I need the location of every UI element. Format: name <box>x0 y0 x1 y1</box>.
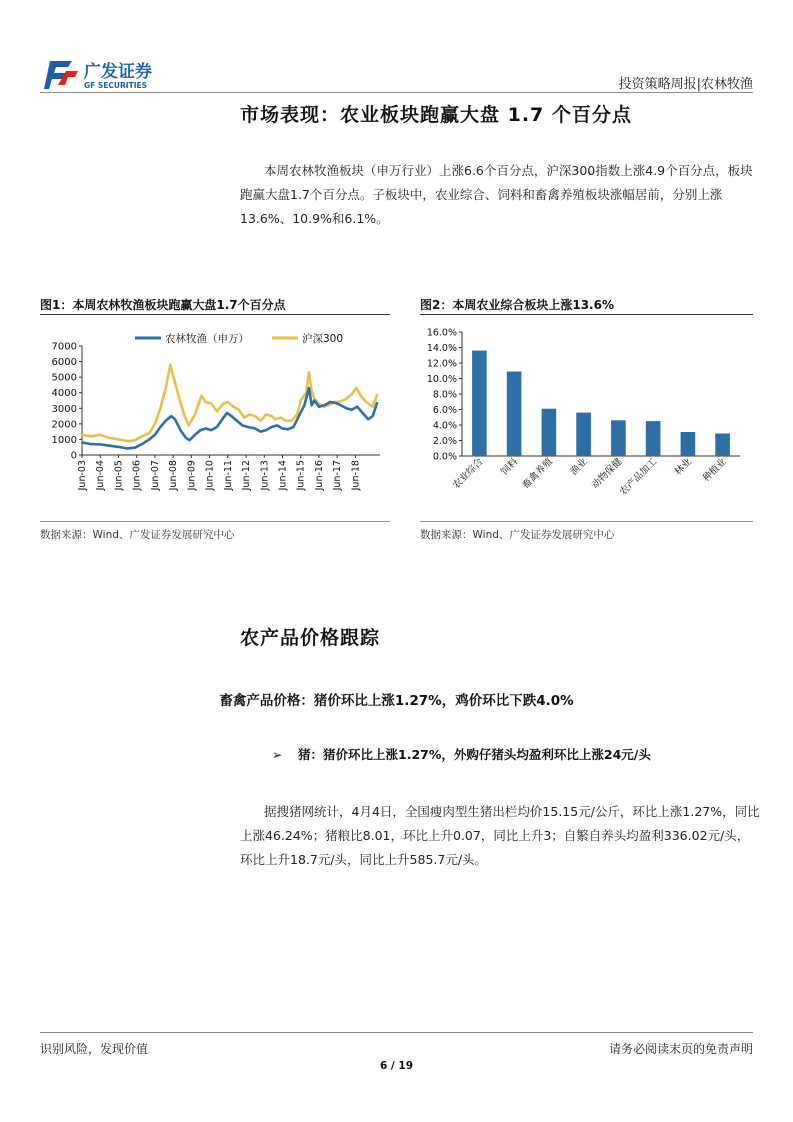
section-title-prices: 农产品价格跟踪 <box>240 627 381 649</box>
bar-农产品加工 <box>646 421 661 456</box>
page-number: 6 / 19 <box>379 1060 414 1072</box>
y-tick-label: 0 <box>70 450 77 462</box>
y-tick-label: 2.0% <box>432 436 457 447</box>
bar-林业 <box>681 432 696 456</box>
legend-label: 农林牧渔（申万） <box>165 333 249 345</box>
header-divider <box>40 92 753 93</box>
x-tick-label: Jun-18 <box>350 460 362 491</box>
brand-name-cn: 广发证券 <box>84 62 152 82</box>
figure1-top-rule <box>40 314 390 315</box>
x-tick-label: Jun-03 <box>77 460 88 491</box>
x-tick-label: 农产品加工 <box>617 456 660 498</box>
pig-bullet-text: 猪：猪价环比上涨1.27%，外购仔猪头均盈利环比上涨24元/头 <box>298 747 651 762</box>
figure1-bottom-rule <box>40 521 390 522</box>
y-tick-label: 2000 <box>51 419 77 431</box>
x-tick-label: Jun-16 <box>313 460 325 491</box>
figure2-title: 图2：本周农业综合板块上涨13.6% <box>420 298 614 312</box>
bar-畜禽养殖 <box>542 409 557 456</box>
pig-bullet <box>272 745 651 763</box>
series-line-agri <box>82 388 377 449</box>
x-tick-label: 农业综合 <box>450 456 486 492</box>
section-title-market: 市场表现：农业板块跑赢大盘 1.7 个百分点 <box>240 104 632 126</box>
y-tick-label: 6000 <box>51 357 77 369</box>
bullet-arrow-icon: ➢ <box>272 747 283 762</box>
bar-动物保健 <box>611 420 626 456</box>
y-tick-label: 16.0% <box>426 327 457 339</box>
x-tick-label: 动物保健 <box>589 456 625 492</box>
brand-name-en: GF SECURITIES <box>84 81 148 90</box>
bar-种植业 <box>715 434 730 457</box>
x-tick-label: 渔业 <box>568 456 590 478</box>
x-tick-label: 林业 <box>672 456 694 478</box>
figure2-bottom-rule <box>420 521 753 522</box>
x-tick-label: Jun-12 <box>241 460 253 491</box>
x-tick-label: Jun-13 <box>259 460 271 491</box>
market-paragraph: 本周农林牧渔板块（申万行业）上涨6.6个百分点，沪深300指数上涨4.9个百分点，板块跑赢大盘1.7个百分点。子板块中，农业综合、饲料和畜禽养殖板块涨幅居前，分别上涨13.6%、10.9%和6.1%。 <box>240 163 753 226</box>
bar-渔业 <box>576 413 591 456</box>
livestock-subtitle: 畜禽产品价格：猪价环比上涨1.27%，鸡价环比下跌4.0% <box>219 693 574 709</box>
y-tick-label: 4.0% <box>432 420 457 432</box>
bar-饲料 <box>507 372 522 457</box>
x-tick-label: Jun-09 <box>186 460 198 491</box>
figure2-top-rule <box>420 314 753 315</box>
report-type: 投资策略周报|农林牧渔 <box>618 77 753 92</box>
footer-slogan: 识别风险，发现价值 <box>40 1042 149 1056</box>
x-tick-label: Jun-08 <box>168 460 180 491</box>
y-tick-label: 0.0% <box>432 451 457 463</box>
x-tick-label: Jun-15 <box>295 460 307 491</box>
x-tick-label: Jun-10 <box>204 460 216 491</box>
x-tick-label: 畜禽养殖 <box>520 456 555 492</box>
y-tick-label: 3000 <box>51 403 77 415</box>
figure1-chart <box>40 318 390 522</box>
x-tick-label: Jun-17 <box>332 460 344 491</box>
gf-logo-icon <box>40 55 180 95</box>
x-tick-label: Jun-06 <box>131 460 143 491</box>
footer-divider <box>40 1032 753 1033</box>
y-tick-label: 1000 <box>51 434 77 446</box>
brand-logo <box>40 55 180 95</box>
y-tick-label: 14.0% <box>426 343 457 354</box>
x-tick-label: 饲料 <box>499 456 521 478</box>
footer-disclaimer: 请务必阅读末页的免责声明 <box>608 1042 753 1056</box>
y-tick-label: 7000 <box>51 341 77 353</box>
figure2-chart <box>420 318 753 522</box>
x-tick-label: Jun-07 <box>149 460 161 491</box>
figure1-title: 图1：本周农林牧渔板块跑赢大盘1.7个百分点 <box>40 298 286 312</box>
y-tick-label: 6.0% <box>432 405 457 416</box>
bar-农业综合 <box>472 351 487 456</box>
x-tick-label: Jun-14 <box>277 460 289 491</box>
pig-paragraph: 据搜猪网统计，4月4日，全国瘦肉型生猪出栏均价15.15元/公斤，环比上涨1.27%，同比上涨46.24%；猪粮比8.01，环比上升0.07，同比上升3；自繁自养头均盈利336.02元/头，环比上升18.7元/头，同比上升585.7元/头。 <box>240 804 760 867</box>
y-tick-label: 5000 <box>51 372 77 384</box>
figure1-source: 数据来源：Wind、广发证券发展研究中心 <box>40 529 235 541</box>
y-tick-label: 10.0% <box>426 374 457 385</box>
x-tick-label: Jun-04 <box>95 460 107 491</box>
legend-label: 沪深300 <box>302 333 344 345</box>
y-tick-label: 4000 <box>51 388 77 400</box>
y-tick-label: 12.0% <box>426 358 457 370</box>
y-tick-label: 8.0% <box>432 389 457 401</box>
x-tick-label: Jun-11 <box>222 460 234 491</box>
x-tick-label: 种植业 <box>700 456 729 485</box>
x-tick-label: Jun-05 <box>113 460 125 491</box>
figure2-source: 数据来源：Wind、广发证券发展研究中心 <box>420 529 615 541</box>
